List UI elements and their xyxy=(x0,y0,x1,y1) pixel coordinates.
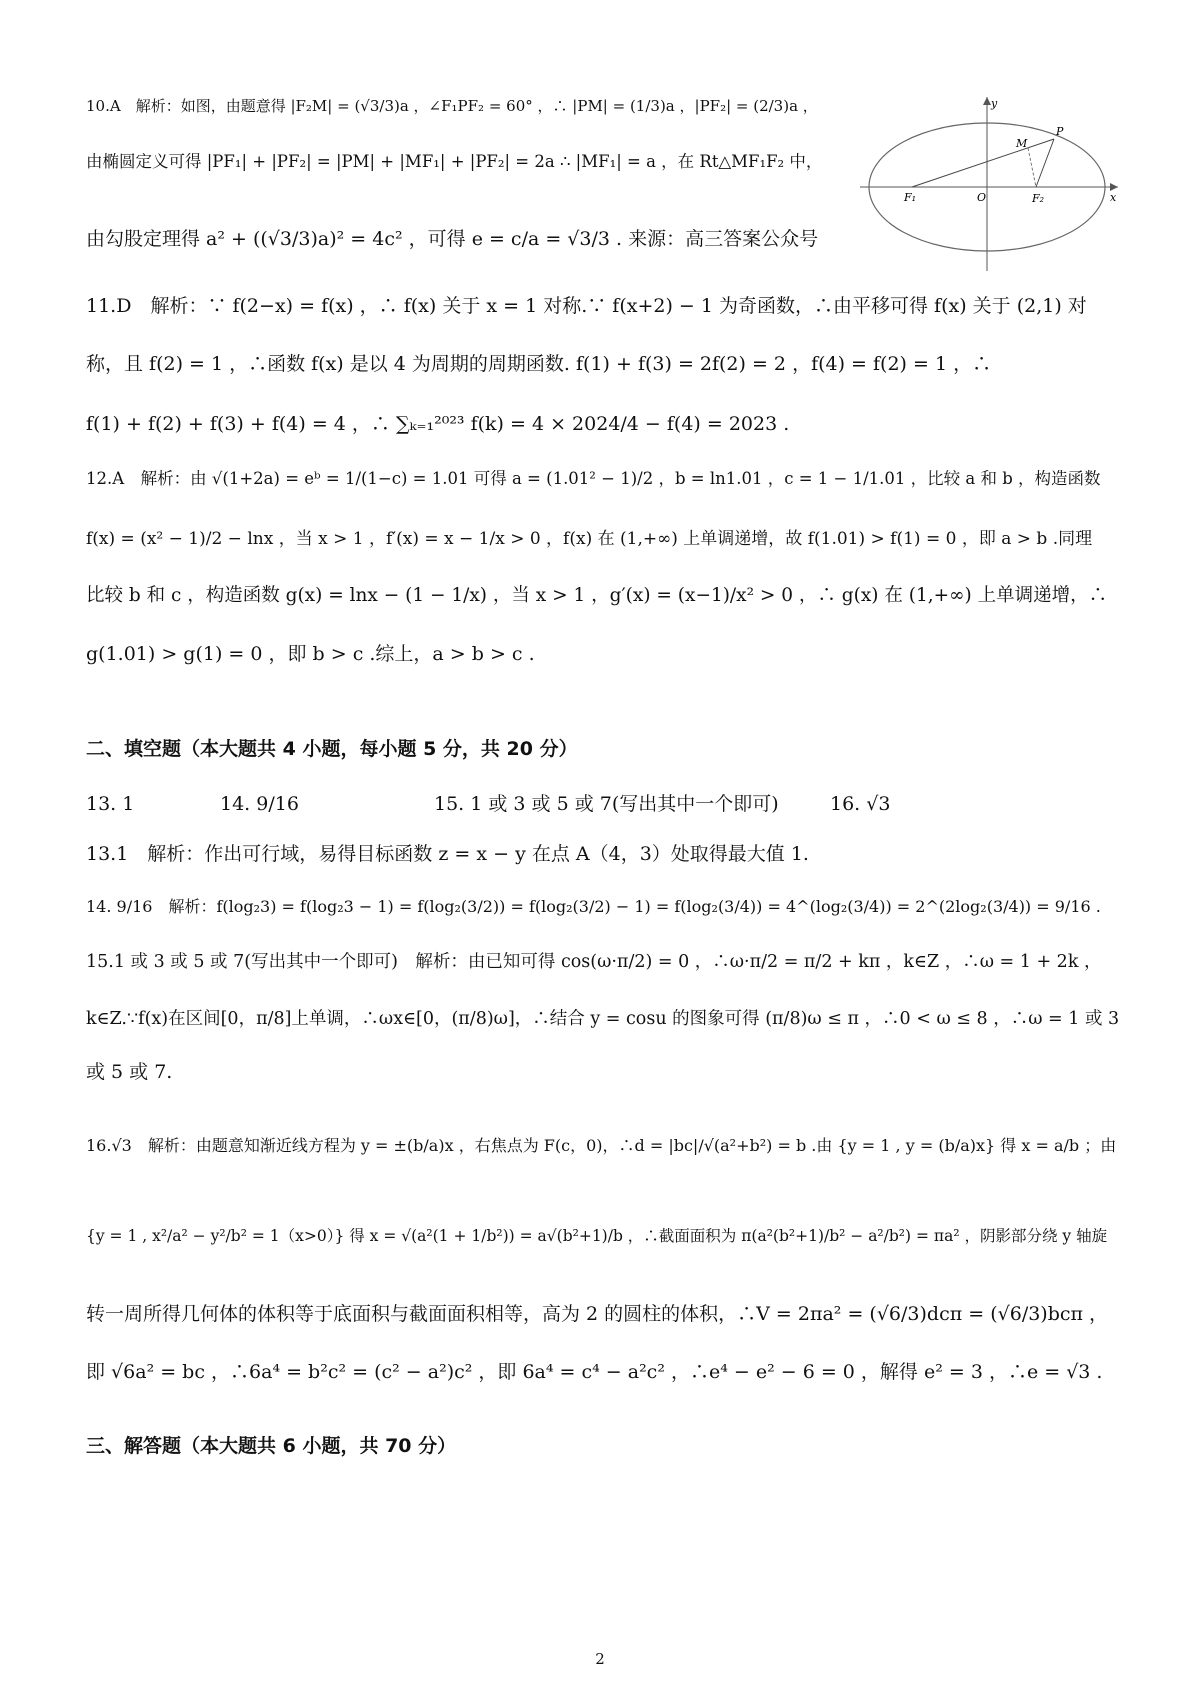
q12-line-4: g(1.01) > g(1) = 0 ，即 b > c .综上，a > b > c . xyxy=(86,643,535,665)
answer-15: 15. 1 或 3 或 5 或 7(写出其中一个即可) xyxy=(434,793,779,815)
q15-line-3: 或 5 或 7. xyxy=(86,1061,173,1083)
q10-line-3: 由勾股定理得 a² + ((√3/3)a)² = 4c² ，可得 e = c/a = √3/3 . 来源：高三答案公众号 xyxy=(86,228,819,250)
q11-line-3: f(1) + f(2) + f(3) + f(4) = 4 ，∴ ∑ₖ₌₁²⁰²³ f(k) = 4 × 2024/4 − f(4) = 2023 . xyxy=(86,413,790,435)
q12-line-3: 比较 b 和 c ，构造函数 g(x) = lnx − (1 − 1/x) ，当 x > 1 ，g′(x) = (x−1)/x² > 0 ，∴ g(x) 在 (1,+∞) 上单调递增，∴ xyxy=(86,585,1108,606)
q11-line-1: 11.D 解析：∵ f(2−x) = f(x) ，∴ f(x) 关于 x = 1 对称.∵ f(x+2) − 1 为奇函数，∴由平移可得 f(x) 关于 (2,1) 对 xyxy=(86,295,1087,317)
q12-line-2: f(x) = (x² − 1)/2 − lnx ，当 x > 1 ，f′(x) = x − 1/x > 0 ，f(x) 在 (1,+∞) 上单调递增，故 f(1.01) > f(1) = 0 ，即 a > b .同理 xyxy=(86,529,1093,549)
section2-heading: 二、填空题（本大题共 4 小题，每小题 5 分，共 20 分） xyxy=(86,738,578,760)
q16-line-4: 即 √6a² = bc ，∴6a⁴ = b²c² = (c² − a²)c² ，即 6a⁴ = c⁴ − a²c² ，∴e⁴ − e² − 6 = 0 ，解得 e² = 3 ，∴e = √3 . xyxy=(86,1361,1103,1383)
fig-f2-label: F₂ xyxy=(1032,192,1045,205)
answer-13: 13. 1 xyxy=(86,793,135,815)
ellipse-figure xyxy=(860,95,1120,273)
q16-line-3: 转一周所得几何体的体积等于底面积与截面面积相等，高为 2 的圆柱的体积，∴V = 2πa² = (√6/3)dcπ = (√6/3)bcπ ， xyxy=(86,1303,1109,1325)
fig-m-label: M xyxy=(1016,137,1028,150)
q13-line-1: 13.1 解析：作出可行域，易得目标函数 z = x − y 在点 A（4，3）处取得最大值 1. xyxy=(86,843,809,865)
q14-line-1: 14. 9/16 解析：f(log₂3) = f(log₂3 − 1) = f(log₂(3/2)) = f(log₂(3/2) − 1) = f(log₂(3/4)) = 4^(log₂(3/4)) = 2^(2log₂(3/4)) = 9/16 . xyxy=(86,897,1101,916)
answer-14: 14. 9/16 xyxy=(220,793,299,815)
fig-o-label: O xyxy=(977,191,987,204)
fig-p-label: P xyxy=(1056,125,1064,138)
q10-line-2: 由椭圆定义可得 |PF₁| + |PF₂| = |PM| + |MF₁| + |PF₂| = 2a ∴ |MF₁| = a ，在 Rt△MF₁F₂ 中， xyxy=(86,152,823,171)
section3-heading: 三、解答题（本大题共 6 小题，共 70 分） xyxy=(86,1435,457,1457)
page-number: 2 xyxy=(595,1650,605,1668)
fig-y-label: y xyxy=(991,97,998,110)
fig-x-label: x xyxy=(1110,191,1117,204)
q16-line-2: {y = 1 , x²/a² − y²/b² = 1（x>0）} 得 x = √(a²(1 + 1/b²)) = a√(b²+1)/b ，∴截面面积为 π(a²(b²+1)/b² − a²/b²) = πa² ，阴影部分绕 y 轴旋 xyxy=(86,1227,1108,1245)
q15-line-2: k∈Z.∵f(x)在区间[0，π/8]上单调，∴ωx∈[0，(π/8)ω]，∴结合 y = cosu 的图象可得 (π/8)ω ≤ π ，∴0 < ω ≤ 8 ，∴ω = 1 或 3 xyxy=(86,1009,1120,1029)
q11-line-2: 称，且 f(2) = 1 ，∴函数 f(x) 是以 4 为周期的周期函数. f(1) + f(3) = 2f(2) = 2 ，f(4) = f(2) = 1 ，∴ xyxy=(86,353,992,375)
answer-16: 16. √3 xyxy=(830,793,891,815)
q15-line-1: 15.1 或 3 或 5 或 7(写出其中一个即可) 解析：由已知可得 cos(ω·π/2) = 0 ，∴ω·π/2 = π/2 + kπ ，k∈Z ，∴ω = 1 + 2k ， xyxy=(86,952,1102,972)
q10-line-1: 10.A 解析：如图，由题意得 |F₂M| = (√3/3)a ，∠F₁PF₂ = 60° ，∴ |PM| = (1/3)a ，|PF₂| = (2/3)a ， xyxy=(86,97,818,115)
q12-line-1: 12.A 解析：由 √(1+2a) = eᵇ = 1/(1−c) = 1.01 可得 a = (1.01² − 1)/2 ，b = ln1.01 ，c = 1 − 1/1.01 ，比较 a 和 b ，构造函数 xyxy=(86,469,1101,488)
fig-f1-label: F₁ xyxy=(904,191,917,204)
q16-line-1: 16.√3 解析：由题意知渐近线方程为 y = ±(b/a)x ，右焦点为 F(c，0)，∴d = |bc|/√(a²+b²) = b .由 {y = 1 , y = (b/a)x} 得 x = a/b ；由 xyxy=(86,1136,1117,1155)
